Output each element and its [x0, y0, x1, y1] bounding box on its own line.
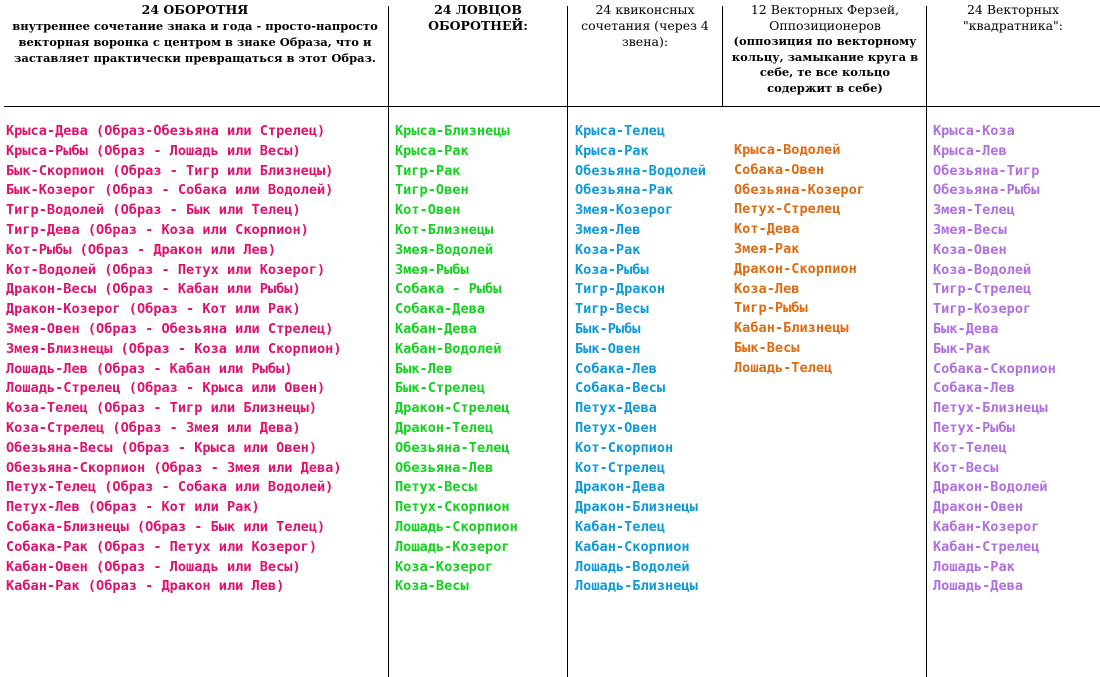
list-item: Крыса-Рыбы (Образ - Лошадь или Весы) — [6, 142, 301, 159]
vector-queens-list — [734, 141, 865, 379]
list-item: Коза-Лев — [734, 280, 800, 297]
list-item: Дракон-Телец — [395, 419, 494, 436]
list-item: Кабан-Рак (Образ - Дракон или Лев) — [6, 578, 285, 595]
list-item: Кабан-Овен (Образ - Лошадь или Весы) — [6, 558, 301, 575]
column-title: 24 Векторных "квадратника": — [962, 2, 1063, 33]
list-item: Бык-Весы — [734, 339, 800, 356]
list-item: Лошадь-Стрелец (Образ - Крыса или Овен) — [6, 380, 326, 397]
list-item: Тигр-Козерог — [933, 301, 1032, 318]
list-item: Петух-Дева — [575, 400, 657, 417]
list-item: Обезьяна-Скорпион (Образ - Змея или Дева) — [6, 459, 342, 476]
list-item: Кот-Овен — [395, 202, 461, 219]
column-title: 12 Векторных Ферзей, Оппозиционеров — [750, 2, 900, 33]
list-item: Кот-Телец — [933, 439, 1007, 456]
vector-squares-list — [933, 122, 1056, 597]
list-item: Змея-Близнецы (Образ - Коза или Скорпион) — [6, 340, 342, 357]
list-item: Бык-Рыбы — [575, 320, 641, 337]
list-item: Лошадь-Рак — [933, 558, 1015, 575]
list-item: Лошадь-Телец — [734, 359, 833, 376]
list-item: Змея-Телец — [933, 202, 1015, 219]
list-item: Бык-Козерог (Образ - Собака или Водолей) — [6, 182, 334, 199]
hunters-list — [395, 122, 518, 597]
column-header-quincunx — [572, 2, 718, 50]
list-item: Крыса-Телец — [575, 123, 666, 139]
column-title: 24 квиконсных сочетания (через 4 звена): — [581, 2, 709, 49]
list-item: Коза-Водолей — [933, 261, 1032, 278]
column-subtitle: (оппозиция по векторному кольцу, замыкание круга в себе, те все кольцо содержит в себе) — [731, 34, 919, 95]
list-item: Кот-Весы — [933, 459, 999, 476]
list-item: Собака-Дева — [395, 301, 486, 318]
list-item: Дракон-Близнецы — [575, 499, 698, 516]
list-item: Тигр-Рак — [395, 162, 461, 179]
list-item: Тигр-Овен — [395, 182, 469, 199]
column-title: 24 ОБОРОТНЯ — [141, 2, 249, 17]
list-item: Собака - Рыбы — [395, 281, 502, 298]
list-item: Кабан-Телец — [575, 518, 666, 535]
list-item: Лошадь-Дева — [933, 578, 1024, 595]
list-item: Бык-Рак — [933, 340, 991, 357]
column-divider — [722, 6, 723, 106]
list-item: Коза-Рыбы — [575, 261, 649, 278]
list-item: Бык-Скорпион (Образ - Тигр или Близнецы) — [6, 162, 334, 179]
list-item: Крыса-Рак — [395, 142, 469, 159]
column-header-vector-squares — [930, 2, 1096, 34]
list-item: Кот-Близнецы — [395, 221, 494, 238]
list-item: Собака-Лев — [933, 380, 1015, 397]
list-item: Лошадь-Лев (Образ - Кабан или Рыбы) — [6, 360, 293, 377]
list-item: Собака-Рак (Образ - Петух или Козерог) — [6, 538, 317, 555]
list-item: Лошадь-Водолей — [575, 558, 690, 575]
list-item: Обезьяна-Рак — [575, 182, 674, 199]
list-item: Коза-Козерог — [395, 558, 494, 575]
quincunx-list — [575, 122, 717, 597]
list-item: Крыса-Коза — [933, 123, 1015, 139]
list-item: Кабан-Скорпион — [575, 538, 690, 555]
list-item: Крыса-Близнецы — [395, 123, 510, 139]
list-item: Бык-Овен — [575, 340, 641, 357]
list-item: Бык-Дева — [933, 320, 999, 337]
list-item: Змея-Весы — [933, 221, 1007, 238]
list-item: Дракон-Стрелец — [395, 400, 510, 417]
list-item: Крыса-Лев — [933, 142, 1007, 159]
column-header-werewolves — [4, 2, 386, 66]
list-item: Кабан-Водолей — [395, 340, 502, 357]
column-header-hunters — [392, 2, 564, 34]
list-item: Обезьяна-Тигр — [933, 162, 1040, 179]
list-item: Дракон-Весы (Образ - Кабан или Рыбы) — [6, 281, 301, 298]
list-item: Лошадь-Козерог — [395, 538, 510, 555]
list-item: Петух-Овен — [575, 419, 657, 436]
list-item: Лошадь-Скорпион — [395, 518, 518, 535]
werewolves-list — [6, 122, 342, 597]
list-item: Коза-Стрелец (Образ - Змея или Дева) — [6, 419, 301, 436]
column-header-vector-queens — [728, 2, 922, 96]
list-item: Петух-Лев (Образ - Кот или Рак) — [6, 499, 260, 516]
list-item: Змея-Лев — [575, 221, 641, 238]
list-item: Змея-Водолей — [395, 241, 494, 258]
list-item: Собака-Скорпион — [933, 360, 1056, 377]
list-item: Дракон-Водолей — [933, 479, 1048, 496]
list-item: Обезьяна-Рыбы — [933, 182, 1040, 199]
list-item: Тигр-Дева (Образ - Коза или Скорпион) — [6, 221, 309, 238]
list-item: Петух-Телец (Образ - Собака или Водолей) — [6, 479, 334, 496]
list-item: Собака-Весы — [575, 380, 666, 397]
list-item: Змея-Овен (Образ - Обезьяна или Стрелец) — [6, 320, 334, 337]
list-item: Дракон-Дева — [575, 479, 666, 496]
list-item: Обезьяна-Водолей — [575, 162, 706, 179]
list-item: Тигр-Весы — [575, 301, 649, 318]
list-item: Кот-Стрелец — [575, 459, 666, 476]
list-item: Петух-Близнецы — [933, 400, 1048, 417]
list-item: Коза-Овен — [933, 241, 1007, 258]
list-item: Обезьяна-Телец — [395, 439, 510, 456]
list-item: Тигр-Стрелец — [933, 281, 1032, 298]
list-item: Обезьяна-Весы (Образ - Крыса или Овен) — [6, 439, 317, 456]
list-item: Змея-Рак — [734, 240, 800, 257]
list-item: Крыса-Дева (Образ-Обезьяна или Стрелец) — [6, 123, 326, 139]
list-item: Змея-Козерог — [575, 202, 674, 219]
list-item: Крыса-Водолей — [734, 142, 841, 158]
list-item: Дракон-Козерог (Образ - Кот или Рак) — [6, 301, 301, 318]
column-title: 24 ЛОВЦОВ ОБОРОТНЕЙ: — [428, 2, 528, 33]
list-item: Петух-Стрелец — [734, 201, 841, 218]
list-item: Петух-Скорпион — [395, 499, 510, 516]
column-subtitle: внутреннее сочетание знака и года - просто-напросто векторная воронка с центром в знаке Образа, что и заставляет практически превращаться в этот Образ. — [12, 19, 378, 65]
list-item: Обезьяна-Козерог — [734, 181, 865, 198]
list-item: Змея-Рыбы — [395, 261, 469, 278]
list-item: Коза-Весы — [395, 578, 469, 595]
list-item: Собака-Близнецы (Образ - Бык или Телец) — [6, 518, 326, 535]
list-item: Собака-Овен — [734, 161, 825, 178]
header-divider — [4, 106, 1100, 107]
list-item: Кабан-Близнецы — [734, 320, 849, 337]
list-item: Тигр-Рыбы — [734, 300, 808, 317]
list-item: Лошадь-Близнецы — [575, 578, 698, 595]
list-item: Коза-Телец (Образ - Тигр или Близнецы) — [6, 400, 317, 417]
list-item: Кот-Водолей (Образ - Петух или Козерог) — [6, 261, 326, 278]
list-item: Кабан-Козерог — [933, 518, 1040, 535]
list-item: Дракон-Овен — [933, 499, 1024, 516]
list-item: Обезьяна-Лев — [395, 459, 494, 476]
list-item: Петух-Весы — [395, 479, 477, 496]
list-item: Кот-Скорпион — [575, 439, 674, 456]
list-item: Кабан-Стрелец — [933, 538, 1040, 555]
list-item: Бык-Лев — [395, 360, 453, 377]
list-item: Крыса-Рак — [575, 142, 649, 159]
list-item: Кабан-Дева — [395, 320, 477, 337]
list-item: Бык-Стрелец — [395, 380, 486, 397]
list-item: Тигр-Дракон — [575, 281, 666, 298]
list-item: Собака-Лев — [575, 360, 657, 377]
list-item: Кот-Рыбы (Образ - Дракон или Лев) — [6, 241, 277, 258]
list-item: Кот-Дева — [734, 221, 800, 238]
list-item: Тигр-Водолей (Образ - Бык или Телец) — [6, 202, 301, 219]
list-item: Коза-Рак — [575, 241, 641, 258]
list-item: Петух-Рыбы — [933, 419, 1015, 436]
list-item: Дракон-Скорпион — [734, 260, 857, 277]
